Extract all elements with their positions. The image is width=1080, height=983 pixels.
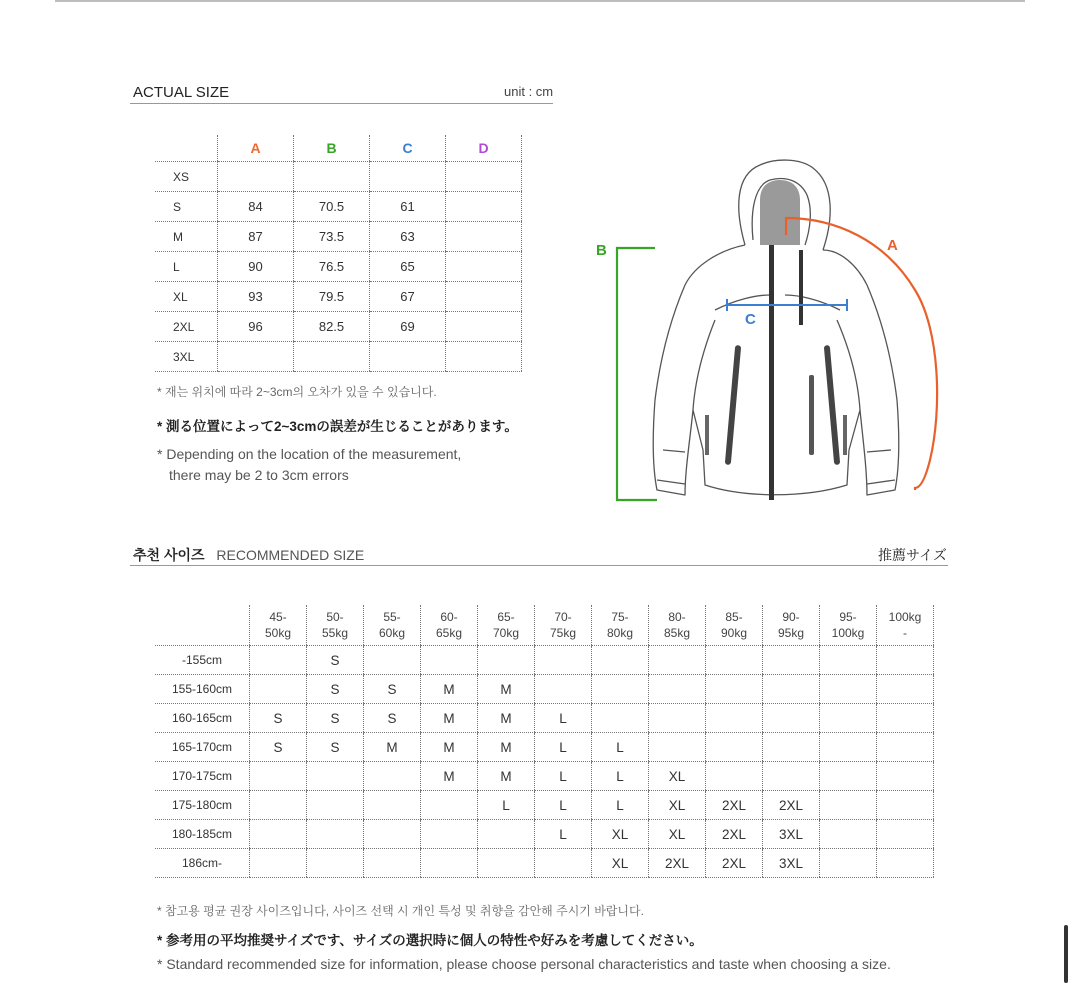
size-cell bbox=[478, 849, 535, 878]
measure-cell-c bbox=[370, 162, 446, 192]
weight-line1: 80- bbox=[668, 610, 686, 624]
size-cell bbox=[535, 646, 592, 675]
size-cell: XL bbox=[649, 820, 706, 849]
weight-line1: 50- bbox=[326, 610, 344, 624]
actual-size-rule bbox=[130, 103, 553, 104]
measure-a-line bbox=[786, 218, 937, 490]
size-cell bbox=[307, 762, 364, 791]
table-row bbox=[155, 646, 934, 675]
measure-b-line bbox=[617, 248, 657, 500]
weight-line2: 85kg bbox=[663, 626, 691, 640]
hood-inner bbox=[760, 180, 800, 245]
weight-header bbox=[421, 605, 478, 646]
measure-cell-a bbox=[218, 162, 294, 192]
size-cell bbox=[877, 762, 934, 791]
size-cell bbox=[364, 820, 421, 849]
size-cell: XL bbox=[649, 791, 706, 820]
measure-cell-a: 84 bbox=[218, 192, 294, 222]
table-end bbox=[934, 733, 935, 762]
weight-header bbox=[706, 605, 763, 646]
size-cell: XL bbox=[592, 849, 649, 878]
weight-line1: 100kg bbox=[888, 610, 922, 624]
size-cell bbox=[364, 762, 421, 791]
size-cell: M bbox=[364, 733, 421, 762]
size-cell bbox=[250, 762, 307, 791]
size-cell bbox=[649, 646, 706, 675]
actual-size-title: ACTUAL SIZE bbox=[133, 84, 230, 101]
measure-cell-b bbox=[294, 342, 370, 372]
measure-cell-a: 87 bbox=[218, 222, 294, 252]
weight-header bbox=[592, 605, 649, 646]
note-japanese: * 測る位置によって2~3cmの誤差が生じることがあります。 bbox=[157, 419, 518, 434]
size-cell bbox=[307, 820, 364, 849]
size-cell: M bbox=[478, 762, 535, 791]
header-col-a: A bbox=[218, 135, 294, 162]
weight-line1: 65- bbox=[497, 610, 515, 624]
weight-header bbox=[649, 605, 706, 646]
size-cell bbox=[877, 675, 934, 704]
size-cell: 2XL bbox=[649, 849, 706, 878]
size-cell: 2XL bbox=[763, 791, 820, 820]
measure-cell-a: 96 bbox=[218, 312, 294, 342]
table-end bbox=[522, 162, 523, 192]
measure-cell-d bbox=[446, 312, 522, 342]
height-label: 186cm- bbox=[155, 849, 250, 878]
measure-c-line bbox=[727, 299, 847, 311]
size-cell bbox=[421, 820, 478, 849]
size-cell bbox=[307, 791, 364, 820]
size-cell bbox=[364, 849, 421, 878]
size-label: 3XL bbox=[155, 342, 218, 372]
size-cell bbox=[535, 849, 592, 878]
table-row bbox=[155, 342, 522, 372]
size-cell bbox=[763, 704, 820, 733]
size-cell bbox=[706, 733, 763, 762]
weight-header bbox=[364, 605, 421, 646]
weight-line1: 95- bbox=[839, 610, 857, 624]
size-cell: S bbox=[250, 704, 307, 733]
height-label: -155cm bbox=[155, 646, 250, 675]
size-cell: 3XL bbox=[763, 820, 820, 849]
weight-line2: 100kg bbox=[831, 626, 865, 640]
size-cell bbox=[877, 646, 934, 675]
table-row bbox=[155, 820, 934, 849]
size-cell bbox=[535, 675, 592, 704]
weight-line2: - bbox=[903, 626, 907, 640]
size-cell: S bbox=[364, 704, 421, 733]
measure-cell-d bbox=[446, 342, 522, 372]
size-cell: S bbox=[364, 675, 421, 704]
size-cell bbox=[820, 675, 877, 704]
weight-header bbox=[763, 605, 820, 646]
size-cell bbox=[649, 704, 706, 733]
size-cell: L bbox=[535, 704, 592, 733]
table-end bbox=[522, 135, 523, 162]
rec-note-english: * Standard recommended size for information, please choose personal characteristics and taste when choosing a size. bbox=[157, 956, 891, 972]
size-cell bbox=[820, 762, 877, 791]
size-cell: XL bbox=[649, 762, 706, 791]
measure-cell-a bbox=[218, 342, 294, 372]
size-cell bbox=[421, 646, 478, 675]
actual-size-table bbox=[155, 135, 522, 372]
table-end bbox=[522, 222, 523, 252]
measure-cell-b bbox=[294, 162, 370, 192]
recommended-title bbox=[133, 545, 364, 565]
size-cell: M bbox=[421, 675, 478, 704]
size-cell bbox=[877, 733, 934, 762]
size-cell: S bbox=[250, 733, 307, 762]
measure-cell-c: 65 bbox=[370, 252, 446, 282]
size-cell: L bbox=[535, 762, 592, 791]
weight-line2: 60kg bbox=[378, 626, 406, 640]
size-cell bbox=[706, 646, 763, 675]
weight-header-row bbox=[155, 605, 934, 646]
height-label: 175-180cm bbox=[155, 791, 250, 820]
scrollbar-thumb[interactable] bbox=[1064, 925, 1068, 983]
size-cell bbox=[592, 675, 649, 704]
size-cell bbox=[421, 791, 478, 820]
table-end bbox=[522, 252, 523, 282]
weight-line2: 50kg bbox=[264, 626, 292, 640]
size-cell bbox=[820, 791, 877, 820]
weight-line2: 90kg bbox=[720, 626, 748, 640]
size-cell: L bbox=[478, 791, 535, 820]
table-row bbox=[155, 222, 522, 252]
measure-cell-c: 69 bbox=[370, 312, 446, 342]
table-end bbox=[934, 675, 935, 704]
size-label: L bbox=[155, 252, 218, 282]
measure-cell-d bbox=[446, 252, 522, 282]
height-label: 155-160cm bbox=[155, 675, 250, 704]
recommended-rule bbox=[130, 565, 948, 566]
size-cell bbox=[478, 820, 535, 849]
measure-cell-c bbox=[370, 342, 446, 372]
table-row bbox=[155, 675, 934, 704]
weight-line2: 80kg bbox=[606, 626, 634, 640]
table-end bbox=[934, 704, 935, 733]
height-label: 160-165cm bbox=[155, 704, 250, 733]
size-cell bbox=[763, 675, 820, 704]
size-cell bbox=[763, 646, 820, 675]
size-cell bbox=[421, 849, 478, 878]
size-cell bbox=[250, 849, 307, 878]
measure-cell-a: 93 bbox=[218, 282, 294, 312]
rec-note-korean: * 참고용 평균 권장 사이즈입니다, 사이즈 선택 시 개인 특성 및 취향을 감안해 주시기 바랍니다. bbox=[157, 904, 644, 918]
weight-line2: 70kg bbox=[492, 626, 520, 640]
table-end bbox=[522, 282, 523, 312]
measure-cell-c: 61 bbox=[370, 192, 446, 222]
weight-header bbox=[250, 605, 307, 646]
table-row bbox=[155, 192, 522, 222]
size-cell: 3XL bbox=[763, 849, 820, 878]
size-cell bbox=[820, 646, 877, 675]
size-cell bbox=[820, 704, 877, 733]
table-row bbox=[155, 252, 522, 282]
size-cell bbox=[820, 849, 877, 878]
size-label: 2XL bbox=[155, 312, 218, 342]
measure-c-label: C bbox=[745, 311, 756, 328]
measure-a-label: A bbox=[887, 237, 898, 254]
size-cell bbox=[592, 646, 649, 675]
measure-cell-d bbox=[446, 192, 522, 222]
weight-line1: 45- bbox=[269, 610, 287, 624]
size-cell: S bbox=[307, 675, 364, 704]
header-empty bbox=[155, 605, 250, 646]
size-cell bbox=[250, 646, 307, 675]
height-label: 165-170cm bbox=[155, 733, 250, 762]
size-cell bbox=[877, 704, 934, 733]
note-english-line2: there may be 2 to 3cm errors bbox=[169, 467, 349, 483]
size-cell: L bbox=[535, 791, 592, 820]
table-row bbox=[155, 733, 934, 762]
table-row bbox=[155, 312, 522, 342]
size-cell: L bbox=[535, 733, 592, 762]
measure-cell-b: 73.5 bbox=[294, 222, 370, 252]
size-cell: M bbox=[478, 675, 535, 704]
weight-line2: 65kg bbox=[435, 626, 463, 640]
table-row bbox=[155, 791, 934, 820]
weight-line1: 85- bbox=[725, 610, 743, 624]
weight-header bbox=[307, 605, 364, 646]
size-cell: L bbox=[592, 791, 649, 820]
table-end bbox=[934, 646, 935, 675]
weight-line1: 70- bbox=[554, 610, 572, 624]
weight-header bbox=[820, 605, 877, 646]
weight-line1: 55- bbox=[383, 610, 401, 624]
size-cell: M bbox=[421, 762, 478, 791]
size-cell bbox=[250, 791, 307, 820]
table-row bbox=[155, 849, 934, 878]
table-end bbox=[934, 820, 935, 849]
size-cell bbox=[763, 762, 820, 791]
measure-cell-b: 70.5 bbox=[294, 192, 370, 222]
size-cell: L bbox=[592, 733, 649, 762]
table-row bbox=[155, 162, 522, 192]
size-cell bbox=[649, 733, 706, 762]
note-english bbox=[157, 444, 461, 486]
measure-cell-d bbox=[446, 222, 522, 252]
size-cell: M bbox=[478, 733, 535, 762]
measure-cell-a: 90 bbox=[218, 252, 294, 282]
size-cell bbox=[877, 820, 934, 849]
top-divider bbox=[55, 0, 1025, 2]
header-col-c: C bbox=[370, 135, 446, 162]
note-english-line1: * Depending on the location of the measurement, bbox=[157, 446, 462, 462]
size-cell bbox=[478, 646, 535, 675]
size-cell: S bbox=[307, 704, 364, 733]
weight-line1: 75- bbox=[611, 610, 629, 624]
header-col-d: D bbox=[446, 135, 522, 162]
size-cell bbox=[706, 704, 763, 733]
weight-header bbox=[535, 605, 592, 646]
size-label: M bbox=[155, 222, 218, 252]
weight-header bbox=[877, 605, 934, 646]
size-cell: M bbox=[421, 704, 478, 733]
size-cell bbox=[706, 762, 763, 791]
size-cell bbox=[877, 849, 934, 878]
table-end bbox=[934, 791, 935, 820]
size-cell bbox=[364, 646, 421, 675]
table-end bbox=[522, 312, 523, 342]
size-cell bbox=[250, 675, 307, 704]
size-cell: 2XL bbox=[706, 820, 763, 849]
size-cell: M bbox=[478, 704, 535, 733]
table-end bbox=[934, 762, 935, 791]
header-empty bbox=[155, 135, 218, 162]
zipper bbox=[769, 245, 774, 500]
unit-label: unit : cm bbox=[504, 84, 554, 99]
recommended-title-en: RECOMMENDED SIZE bbox=[216, 547, 365, 563]
table-row bbox=[155, 282, 522, 312]
size-label: XS bbox=[155, 162, 218, 192]
size-cell bbox=[706, 675, 763, 704]
measure-cell-b: 82.5 bbox=[294, 312, 370, 342]
rec-note-japanese: * 参考用の平均推奨サイズです、サイズの選択時に個人の特性や好みを考慮してください。 bbox=[157, 933, 703, 948]
size-cell: L bbox=[592, 762, 649, 791]
actual-header-row bbox=[155, 135, 522, 162]
size-cell bbox=[877, 791, 934, 820]
measure-b-label: B bbox=[596, 242, 607, 259]
measure-cell-c: 67 bbox=[370, 282, 446, 312]
height-label: 170-175cm bbox=[155, 762, 250, 791]
jacket-outline bbox=[653, 245, 898, 495]
size-cell bbox=[364, 791, 421, 820]
recommended-size-table bbox=[155, 605, 934, 878]
size-cell: XL bbox=[592, 820, 649, 849]
size-cell: S bbox=[307, 646, 364, 675]
size-cell bbox=[820, 820, 877, 849]
table-end bbox=[522, 342, 523, 372]
table-row bbox=[155, 762, 934, 791]
weight-line2: 95kg bbox=[777, 626, 805, 640]
size-cell: L bbox=[535, 820, 592, 849]
table-end bbox=[522, 192, 523, 222]
size-cell: 2XL bbox=[706, 791, 763, 820]
weight-line2: 55kg bbox=[321, 626, 349, 640]
size-label: S bbox=[155, 192, 218, 222]
table-row bbox=[155, 704, 934, 733]
size-cell bbox=[763, 733, 820, 762]
header-col-b: B bbox=[294, 135, 370, 162]
measure-cell-c: 63 bbox=[370, 222, 446, 252]
size-cell: M bbox=[421, 733, 478, 762]
note-korean: * 재는 위치에 따라 2~3cm의 오차가 있을 수 있습니다. bbox=[157, 385, 437, 399]
table-end bbox=[934, 849, 935, 878]
weight-line1: 60- bbox=[440, 610, 458, 624]
size-label: XL bbox=[155, 282, 218, 312]
size-cell bbox=[592, 704, 649, 733]
measure-cell-b: 76.5 bbox=[294, 252, 370, 282]
size-cell bbox=[820, 733, 877, 762]
measure-cell-d bbox=[446, 162, 522, 192]
height-label: 180-185cm bbox=[155, 820, 250, 849]
size-cell bbox=[649, 675, 706, 704]
weight-line1: 90- bbox=[782, 610, 800, 624]
size-cell bbox=[307, 849, 364, 878]
measure-cell-b: 79.5 bbox=[294, 282, 370, 312]
size-cell: S bbox=[307, 733, 364, 762]
jacket-diagram bbox=[585, 150, 965, 510]
recommended-title-kr: 추천 사이즈 bbox=[133, 547, 205, 563]
size-cell bbox=[250, 820, 307, 849]
weight-line2: 75kg bbox=[549, 626, 577, 640]
table-end bbox=[934, 605, 935, 646]
size-cell: 2XL bbox=[706, 849, 763, 878]
weight-header bbox=[478, 605, 535, 646]
recommended-title-jp: 推薦サイズ bbox=[878, 547, 947, 563]
measure-cell-d bbox=[446, 282, 522, 312]
